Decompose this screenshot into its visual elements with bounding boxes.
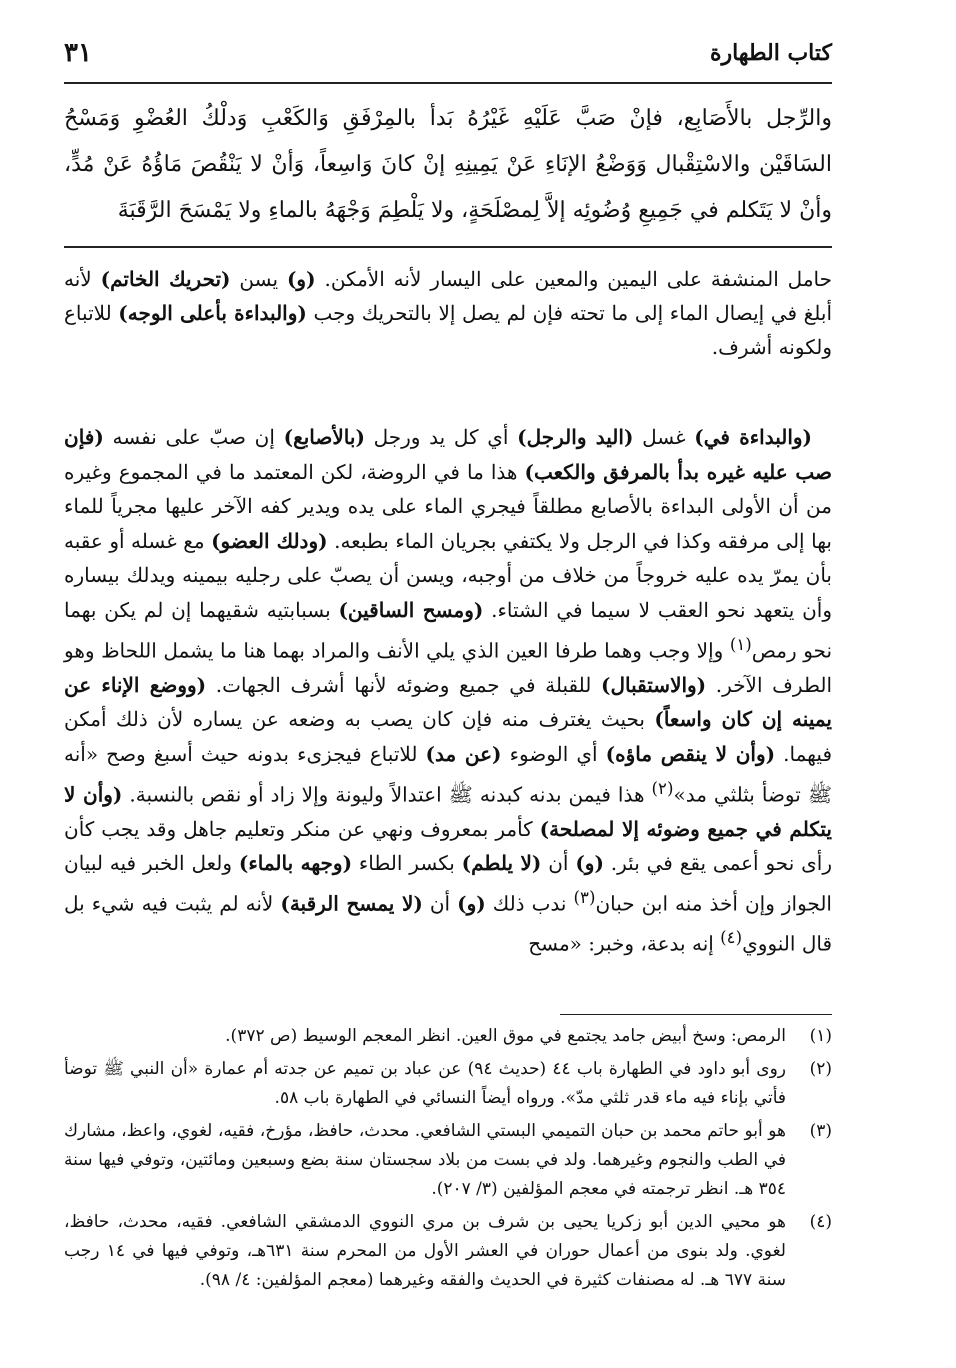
footnote-number: (٢) xyxy=(809,1059,832,1079)
commentary-text: للاتباع فيجزىء بدونه حيث أسبغ وصح «أنه ﷺ توضأ بثلثي مد» xyxy=(64,742,832,807)
footnotes xyxy=(64,1022,832,1299)
commentary-text: مع غسله أو عقبه بأن يمرّ يده عليه خروجاً من خلاف من أوجبه، ويسن أن يصبّ على رجليه بيمينه ويدلك بيساره وأن يتعهد نحو العقب لا سيما في الشتاء. xyxy=(64,528,832,622)
matn-quote: (اليد والرجل) xyxy=(517,425,634,449)
footnote-number: (١) xyxy=(809,1026,832,1046)
footnote-4 xyxy=(64,1208,832,1295)
commentary-text: لأنه لم يثبت فيه شيء بل قال النووي xyxy=(64,891,832,956)
matn-text: والرِّجل بالأَصَابِع، فإنْ صَبَّ عَلَيْهِ غَيْرُهُ بَدأ بالمِرْفَقِ وَالكَعْبِ وَدلْكُ العُضْوِ وَمَسْحُ السَاقَيْن والاسْتِقْبال وَوَضْعُ الإنَاءِ عَنْ يَمِينِهِ إنْ كانَ وَاسِعاً، وَأنْ لا يَنْقُصَ مَاؤُهُ عَنْ مُدٍّ، وأنْ لا يَتَكلم في جَمِيعِ وُضُوئِه إلاَّ لِمصْلَحَةٍ، ولا يَلْطِمَ وَجْهَهُ بالماءِ ولا يَمْسَحَ الرَّقَبَةَ xyxy=(64,106,832,223)
commentary-text: أن xyxy=(422,891,458,916)
matn-quote: (لا يمسح الرقبة) xyxy=(280,891,423,916)
commentary-text: يسن xyxy=(230,267,287,291)
matn-quote: (ودلك العضو) xyxy=(211,528,328,553)
commentary-text: كأمر بمعروف ونهي عن منكر وتعليم جاهل وقد يجب كأن رأى نحو أعمى يقع في بئر. xyxy=(64,816,833,876)
matn-quote: (وجهه بالماء) xyxy=(238,851,353,876)
footnote-ref[interactable]: (٤) xyxy=(720,928,743,948)
footnote-1 xyxy=(64,1022,832,1051)
commentary-main xyxy=(64,420,832,962)
matn-quote: (عن مد) xyxy=(425,742,502,766)
matn-quote: (تحريك الخاتم) xyxy=(100,267,231,291)
footnote-ref[interactable]: (١) xyxy=(729,634,752,654)
commentary-text: ندب ذلك xyxy=(485,891,574,916)
footnote-ref[interactable]: (٣) xyxy=(573,888,596,908)
matn-quote: (و) xyxy=(457,891,486,916)
commentary-text: أي كل يد ورجل xyxy=(364,425,518,449)
commentary-text: لأنه أبلغ في إيصال الماء إلى ما تحته فإن لم يصل إلا بالتحريك وجب xyxy=(64,267,833,325)
footnote-text: روى أبو داود في الطهارة باب ٤٤ (حديث ٩٤) عن عباد بن تميم عن جدته أم عمارة «أن النبي ﷺ توضأ فأتي بإناء فيه ماء قدر ثلثي مدّ». ورواه أيضاً النسائي في الطهارة باب ٥٨. xyxy=(64,1059,787,1108)
commentary-text: إن صبّ على نفسه xyxy=(103,425,284,449)
footnote-text: هو محيي الدين أبو زكريا يحيى بن شرف بن مري النووي الدمشقي الشافعي. فقيه، محدث، حافظ، لغوي. ولد بنوى من أعمال حوران في العشر الأول من المحرم سنة ٦٣١هـ، وتوفي فيها في ١٤ رجب سنة ٦٧٧ هـ. له مصنفات كثيرة في الحديث والفقه وغيرهما (معجم المؤلفين: ٤/ ٩٨). xyxy=(64,1212,786,1290)
footnote-number: (٣) xyxy=(809,1121,832,1141)
matn-quote: (بالأصابع) xyxy=(283,425,365,449)
page-number: ٣١ xyxy=(64,38,92,68)
footnote-text: الرمص: وسخ أبيض جامد يجتمع في موق العين. انظر المعجم الوسيط (ص ٣٧٢). xyxy=(225,1026,786,1046)
commentary-continued xyxy=(64,262,832,364)
matn-divider xyxy=(64,246,832,248)
footnote-text: هو أبو حاتم محمد بن حبان التميمي البستي الشافعي. محدث، حافظ، مؤرخ، فقيه، لغوي، واعظ، مشارك في الطب والنجوم وغيرهما. ولد في بست من بلاد سجستان سنة بضع وسبعين ومائتين، وتوفي فيها سنة ٣٥٤ هـ. انظر ترجمته في معجم المؤلفين (٣/ ٢٠٧). xyxy=(64,1121,786,1199)
commentary-paragraph xyxy=(64,420,832,962)
commentary-text: حامل المنشفة على اليمين والمعين على اليسار لأنه الأمكن. xyxy=(315,267,832,291)
matn-quote: (فإن صب عليه غيره بدأ بالمرفق والكعب) xyxy=(64,425,832,484)
footnotes-divider xyxy=(560,1014,832,1015)
commentary-text: هذا ما في الروضة، لكن المعتمد ما في المجموع وغيره من أن الأولى البداءة بالأصابع مطلقاً فيجري الماء على يده ويدير كفه الآخر عليها مجرياً للماء بها إلى مرفقه وكذا في الرجل ولا يكتفي بجريان الماء بطبعه. xyxy=(64,459,832,553)
commentary-text: هذا فيمن بدنه كبدنه ﷺ اعتدالاً وليونة وإلا زاد أو نقص بالنسبة. xyxy=(122,782,652,807)
header-divider xyxy=(64,82,832,84)
footnote-number: (٤) xyxy=(809,1212,832,1232)
commentary-text: بحيث يغترف منه فإن كان يصب به وضعه عن يساره لأن ذلك أمكن فيهما. xyxy=(64,707,833,766)
commentary-text: ولعل الخبر فيه لبيان الجواز وإن أخذ منه ابن حبان xyxy=(64,851,832,916)
commentary-text: أي الوضوء xyxy=(501,742,606,766)
page-header xyxy=(64,30,832,76)
commentary-text: للاتباع ولكونه أشرف. xyxy=(64,301,832,359)
footnote-3 xyxy=(64,1117,832,1204)
matn-quote: (ومسح الساقين) xyxy=(338,597,484,622)
commentary-paragraph xyxy=(64,262,832,364)
commentary-text: أن xyxy=(541,851,576,876)
commentary-text: للقبلة في جميع وضوئه لأنها أشرف الجهات. xyxy=(206,672,602,697)
commentary-text: غسل xyxy=(633,425,695,449)
matn-quote: (وأن لا يتكلم في جميع وضوئه إلا لمصلحة) xyxy=(64,782,832,841)
matn-quote: (ووضع الإناء عن يمينه إن كان واسعاً) xyxy=(64,672,832,732)
book-title: كتاب الطهارة xyxy=(709,40,832,66)
footnote-ref[interactable]: (٢) xyxy=(651,778,674,798)
matn-quote: (والاستقبال) xyxy=(601,672,707,697)
matn-quote: (والبداءة في) xyxy=(694,425,813,449)
commentary-text: إنه بدعة، وخبر: «مسح xyxy=(528,931,721,956)
commentary-text: وإلا وجب وهما طرفا العين الذي يلي الأنف والمراد بهما هنا ما يشمل اللحاظ وهو الطرف الآخر. xyxy=(64,638,832,697)
matn-quote: (وأن لا ينقص ماؤه) xyxy=(605,742,776,766)
matn-quote: (و) xyxy=(575,851,604,876)
matn-quote: (والبداءة بأعلى الوجه) xyxy=(118,301,307,325)
commentary-text: بكسر الطاء xyxy=(352,851,462,876)
matn-quote: (لا يلطم) xyxy=(461,851,542,876)
matn-quote: (و) xyxy=(286,267,316,291)
commentary-text: بسبابتيه شقيهما إن لم يكن بهما نحو رمص xyxy=(64,597,833,663)
footnote-2 xyxy=(64,1055,832,1113)
